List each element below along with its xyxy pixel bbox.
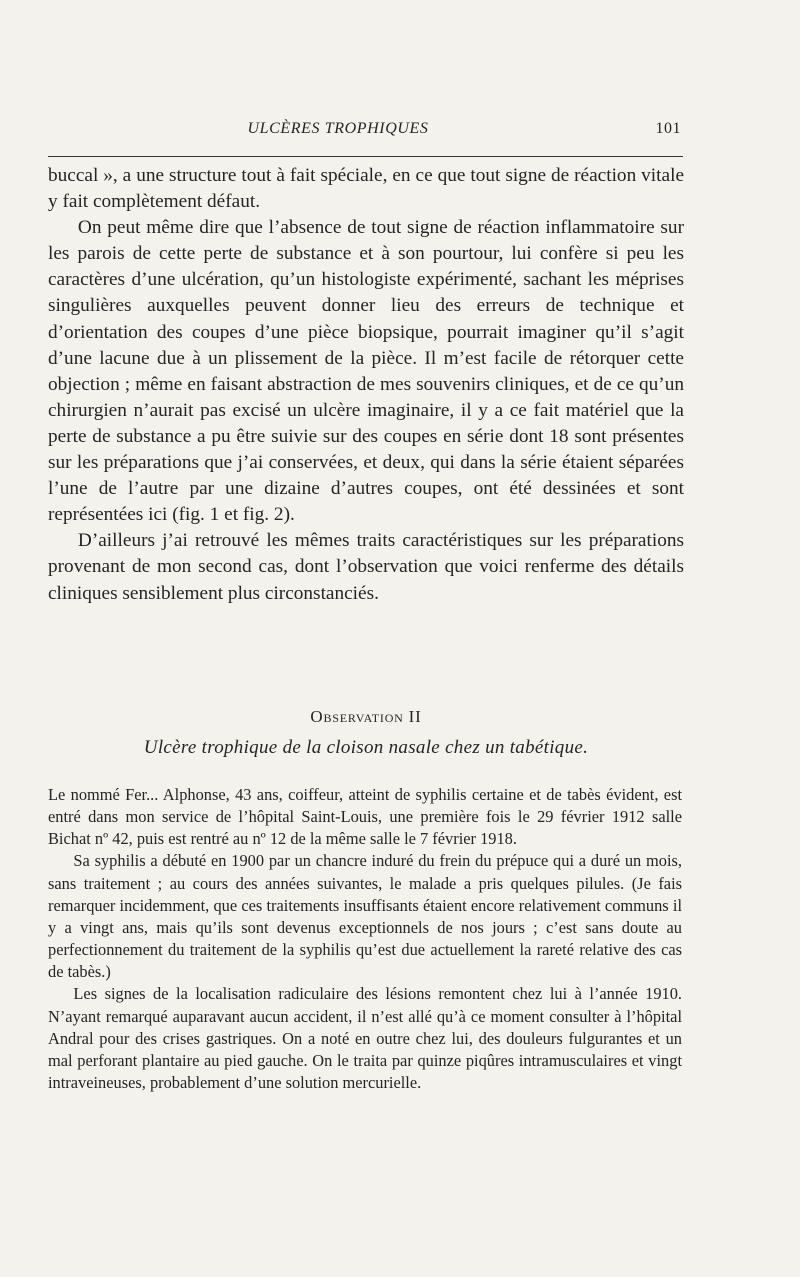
paragraph: buccal », a une structure tout à fait spéciale, en ce que tout signe de réaction vitale y fait complètement défaut. [48, 165, 684, 213]
paragraph: On peut même dire que l’absence de tout signe de réaction inflammatoire sur les parois de cette perte de substance et à son pourtour, lui confère si peu les caractères d’une ulcération, qu’un histologiste expérimenté, sachant les méprises singulières auxquelles peuvent donner lieu des erreurs de technique et d’orientation des coupes d’une pièce biopsique, pourrait imaginer qu’il s’agit d’une lacune due à un plissement de la pièce. Il m’est facile de rétorquer cette objection ; même en faisant abstraction de mes souvenirs cliniques, et de ce qu’un chirurgien n’aurait pas excisé un ulcère imaginaire, il y a ce fait matériel que la perte de substance a pu être suivie sur des coupes en série dont 18 sont présentes sur les préparations que j’ai conservées, et deux, qui dans la série étaient séparées l’une de l’autre par une dizaine d’autres coupes, ont été dessinées et sont représentées ici (fig. 1 et fig. 2). [48, 217, 684, 526]
case-report [48, 784, 682, 1094]
case-paragraph: Sa syphilis a débuté en 1900 par un chancre induré du frein du prépuce qui a duré un mois, sans traitement ; au cours des années suivantes, le malade a pris quelques pilules. (Je fais remarquer incidemment, que ces traitements insuffisants étaient encore relativement communs il y a vingt ans, mais qu’ils sont devenus exceptionnels de nos jours ; c’est sans doute au perfectionnement du traitement de la syphilis qu’est due actuellement la rareté relative des cas de tabès.) [48, 851, 682, 982]
observation-subtitle: Ulcère trophique de la cloison nasale chez un tabétique. [143, 737, 589, 758]
observation-heading: Observation II [310, 707, 422, 726]
running-title: ULCÈRES TROPHIQUES [247, 120, 429, 137]
main-text [48, 163, 684, 607]
case-paragraph: Les signes de la localisation radiculaire des lésions remontent chez lui à l’année 1910. N’ayant remarqué auparavant aucun accident, il n’est allé qu’à ce moment consulter à l’hôpital Andral pour des crises gastriques. On a noté en outre chez lui, des douleurs fulgurantes et un mal perforant plantaire au pied gauche. On le traita par quinze piqûres intramusculaires et vingt intraveineuses, probablement d’une solution mercurielle. [48, 984, 682, 1093]
running-head [48, 118, 681, 140]
paragraph: D’ailleurs j’ai retrouvé les mêmes traits caractéristiques sur les préparations provenant de mon second cas, dont l’observation que voici renferme des détails cliniques sensiblement plus circonstanciés. [48, 530, 684, 604]
case-paragraph: Le nommé Fer... Alphonse, 43 ans, coiffeur, atteint de syphilis certaine et de tabès évident, est entré dans mon service de l’hôpital Saint-Louis, une première fois le 29 février 1912 salle Bichat nº 42, puis est rentré au nº 12 de la même salle le 7 février 1918. [48, 785, 682, 849]
header-rule [48, 156, 683, 157]
page-number: 101 [655, 120, 681, 137]
